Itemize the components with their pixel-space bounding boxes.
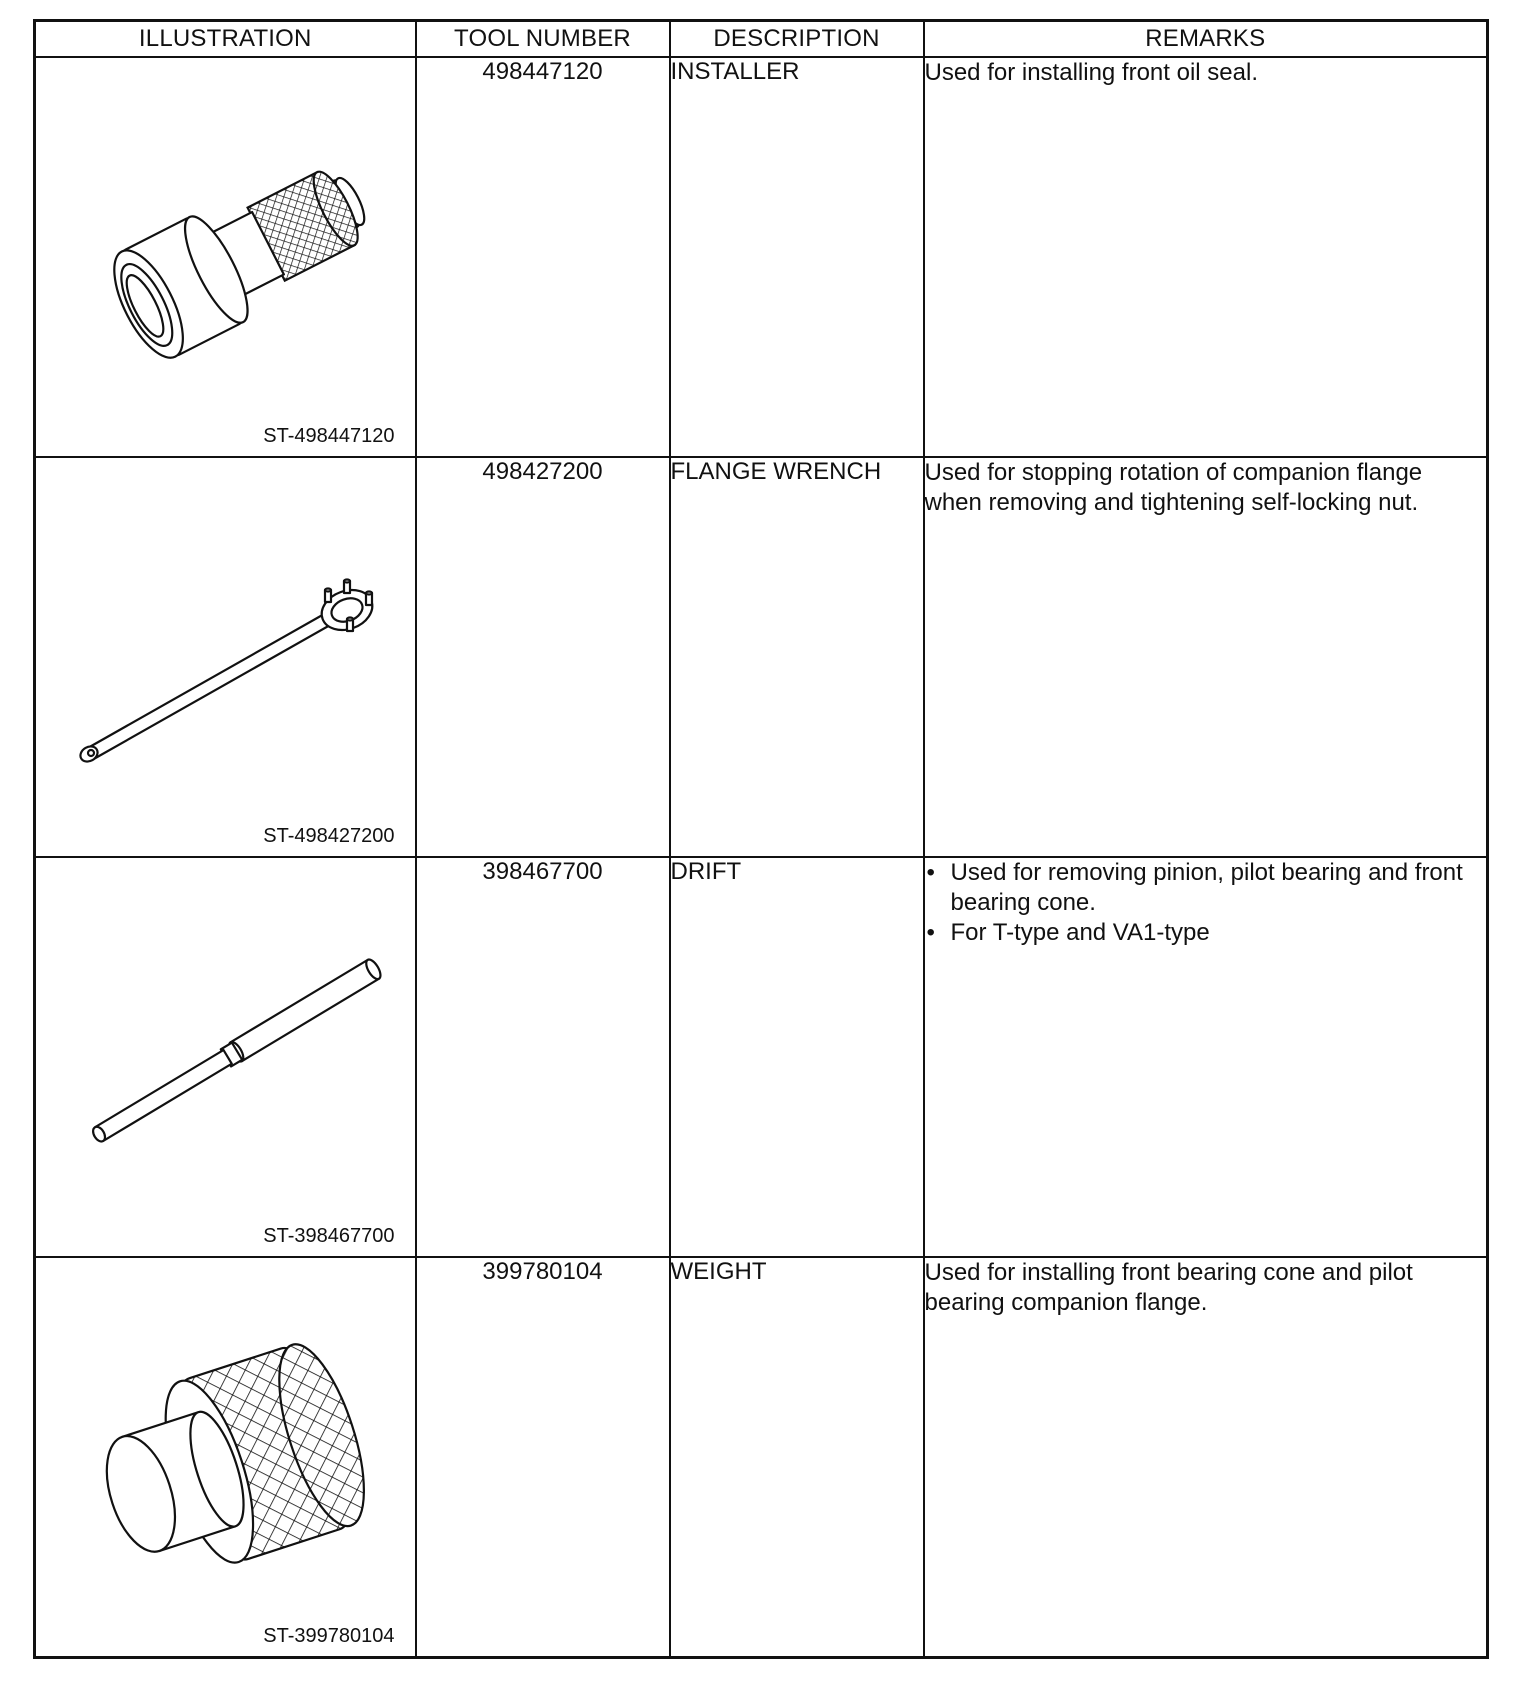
tool-description: DRIFT xyxy=(670,857,924,1257)
illustration-cell xyxy=(35,57,416,457)
remarks-list xyxy=(925,858,1487,948)
tool-remarks xyxy=(924,857,1488,1257)
illustration-code: ST-398467700 xyxy=(263,1225,395,1247)
remark-text: Used for installing front bearing cone and pilot bearing companion flange. xyxy=(924,1259,1413,1316)
header-illustration: ILLUSTRATION xyxy=(35,21,416,58)
table-row xyxy=(35,1257,1488,1658)
illustration-code: ST-498447120 xyxy=(263,425,395,447)
tool-description: FLANGE WRENCH xyxy=(670,457,924,857)
tool-number: 498447120 xyxy=(416,57,670,457)
header-tool-number: TOOL NUMBER xyxy=(416,21,670,58)
header-row xyxy=(35,21,1488,58)
remark-text: Used for installing front oil seal. xyxy=(924,59,1258,86)
illustration-cell xyxy=(35,1257,416,1658)
drift-icon xyxy=(36,858,417,1218)
illustration-code: ST-498427200 xyxy=(263,825,395,847)
illustration-code: ST-399780104 xyxy=(263,1625,395,1647)
weight-icon xyxy=(36,1258,417,1618)
flange-wrench-icon xyxy=(36,458,417,818)
illustration-cell xyxy=(35,457,416,857)
tool-number: 498427200 xyxy=(416,457,670,857)
header-remarks: REMARKS xyxy=(924,21,1488,58)
tool-number: 399780104 xyxy=(416,1257,670,1658)
table-row xyxy=(35,457,1488,857)
tool-remarks xyxy=(924,1257,1488,1658)
special-tools-table xyxy=(33,19,1489,1659)
installer-icon xyxy=(36,58,417,418)
header-description: DESCRIPTION xyxy=(670,21,924,58)
illustration-cell xyxy=(35,857,416,1257)
tool-description: INSTALLER xyxy=(670,57,924,457)
table-row xyxy=(35,857,1488,1257)
tool-description: WEIGHT xyxy=(670,1257,924,1658)
tool-remarks xyxy=(924,57,1488,457)
remark-text: Used for stopping rotation of companion flange when removing and tightening self-locking nut. xyxy=(924,459,1423,516)
table-row xyxy=(35,57,1488,457)
tool-remarks xyxy=(924,457,1488,857)
list-item: • Used for removing pinion, pilot bearing and front bearing cone. xyxy=(925,858,1487,918)
list-item: • For T-type and VA1-type xyxy=(925,918,1487,948)
tool-number: 398467700 xyxy=(416,857,670,1257)
